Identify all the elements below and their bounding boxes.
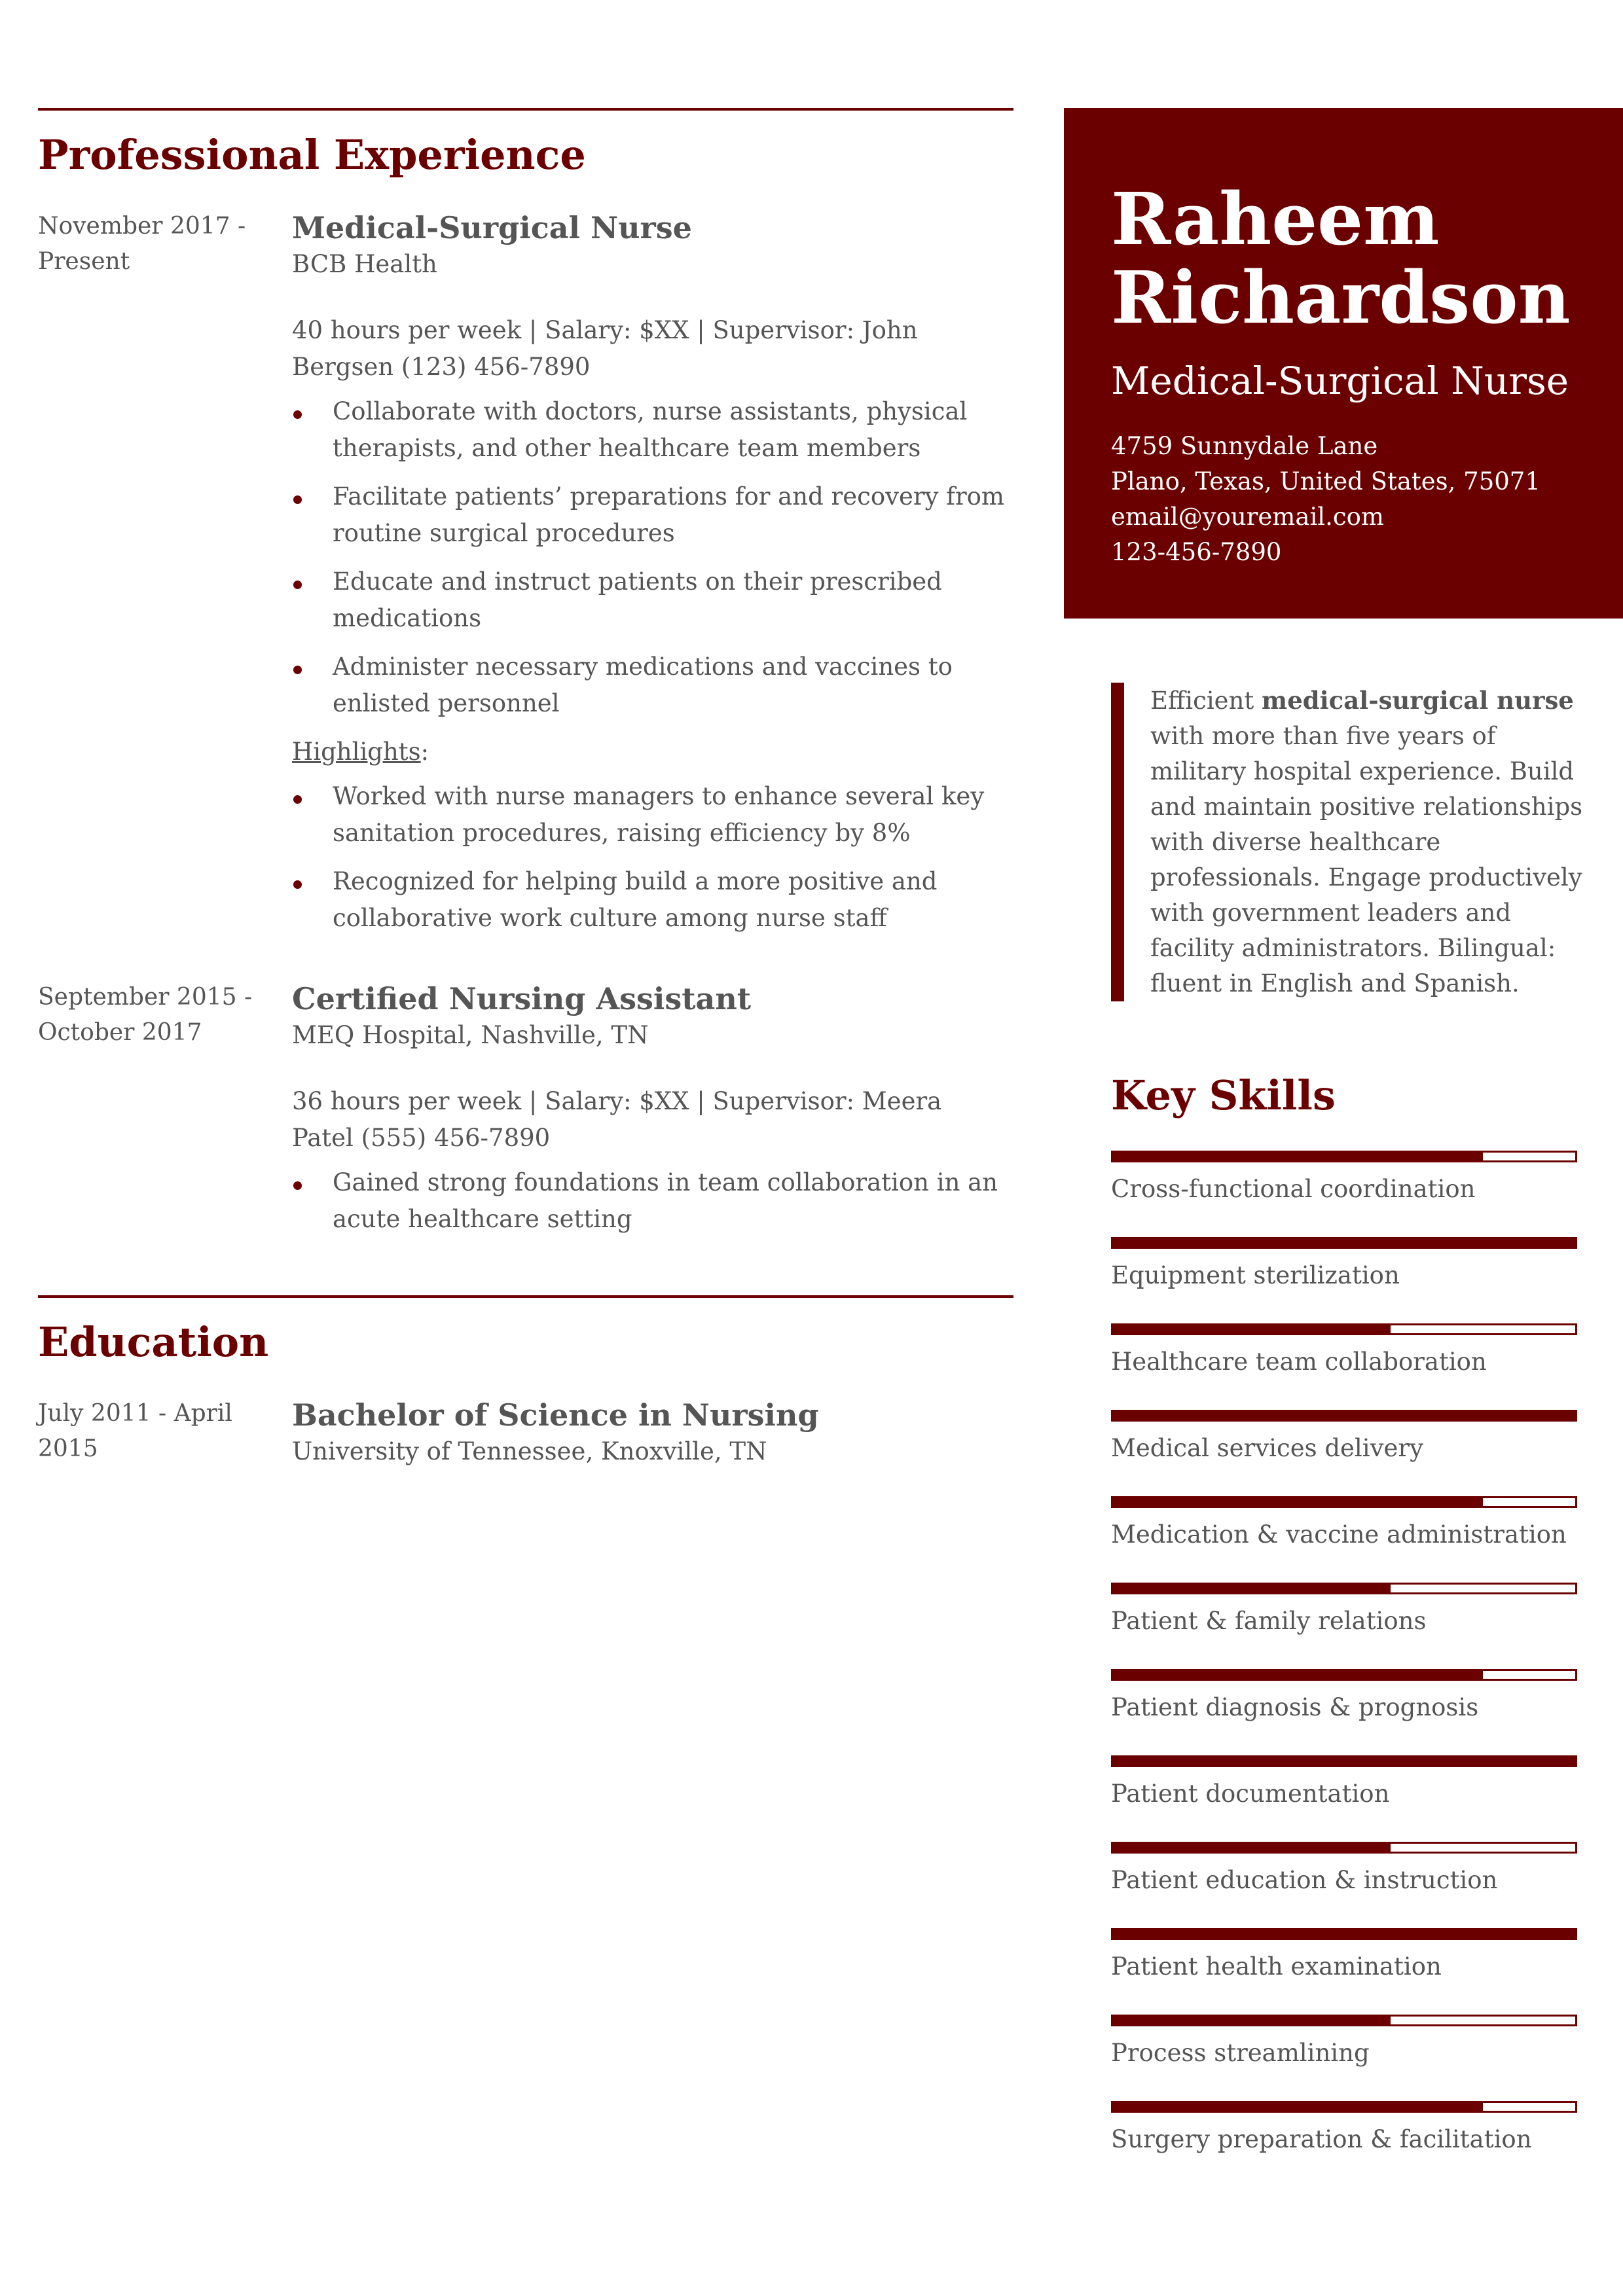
list-item: Collaborate with doctors, nurse assistants, physical therapists, and other healthcare team members xyxy=(292,393,1013,467)
skill-name: Surgery preparation & facilitation xyxy=(1111,2125,1532,2154)
skill-level-bar xyxy=(1111,2101,1577,2113)
skill-level-fill xyxy=(1113,1844,1391,1852)
list-item: Educate and instruct patients on their prescribed medications xyxy=(292,564,1013,637)
name-header xyxy=(1064,108,1623,619)
job-details: 36 hours per week | Salary: $XX | Supervisor: Meera Patel (555) 456-7890 xyxy=(292,1087,942,1153)
skill-name: Healthcare team collaboration xyxy=(1111,1348,1487,1376)
left-column xyxy=(38,108,1013,1501)
education-entry xyxy=(38,1396,1013,1469)
job-organization: BCB Health xyxy=(292,250,437,279)
skill-level-bar xyxy=(1111,1755,1577,1767)
skill-level-bar xyxy=(1111,1669,1577,1681)
highlights-label: Highlights: xyxy=(292,738,429,766)
skill-level-bar xyxy=(1111,1151,1577,1162)
list-item: Gained strong foundations in team collaboration in an acute healthcare setting xyxy=(292,1164,1013,1238)
entry-date: September 2015 - October 2017 xyxy=(38,984,253,1047)
skill-level-fill xyxy=(1113,1153,1483,1160)
skill-level-fill xyxy=(1113,1412,1575,1420)
candidate-name xyxy=(1111,177,1623,340)
skill-level-bar xyxy=(1111,1496,1577,1508)
candidate-headline: Medical-Surgical Nurse xyxy=(1111,359,1569,403)
education-divider xyxy=(38,1295,1013,1298)
degree-title: Bachelor of Science in Nursing xyxy=(292,1397,819,1433)
skill-name: Medication & vaccine administration xyxy=(1111,1520,1567,1549)
list-item: Facilitate patients’ preparations for and recovery from routine surgical procedures xyxy=(292,478,1013,552)
responsibilities-list xyxy=(292,1164,1013,1238)
email-link[interactable]: email@youremail.com xyxy=(1111,503,1384,531)
skill-level-bar xyxy=(1111,1237,1577,1249)
skill-name: Cross-functional coordination xyxy=(1111,1175,1476,1204)
job-details: 40 hours per week | Salary: $XX | Supervisor: John Bergsen (123) 456-7890 xyxy=(292,316,918,382)
skill-item xyxy=(1111,1755,1577,1842)
right-column xyxy=(1064,108,1623,2187)
skill-level-bar xyxy=(1111,1842,1577,1854)
address-city: Plano, Texas, United States, 75071 xyxy=(1111,467,1541,495)
job-organization: MEQ Hospital, Nashville, TN xyxy=(292,1021,649,1050)
list-item: Administer necessary medications and vaccines to enlisted personnel xyxy=(292,649,1013,722)
highlights-list xyxy=(292,778,1013,937)
skill-name: Patient documentation xyxy=(1111,1780,1390,1808)
skill-item xyxy=(1111,1237,1577,1323)
skill-level-bar xyxy=(1111,1583,1577,1594)
profile-summary: Efficient medical-surgical nurse with more than five years of military hospital experience. Build and maintain positive relationships with diverse healthcare professionals. Engage productively with government leaders and facility administrators. Bilingual: fluent in English and Spanish. xyxy=(1111,683,1596,1001)
skill-level-bar xyxy=(1111,1410,1577,1422)
skills-heading: Key Skills xyxy=(1111,1071,1336,1119)
skill-level-fill xyxy=(1113,2103,1483,2111)
skill-item xyxy=(1111,1669,1577,1755)
skill-name: Patient health examination xyxy=(1111,1952,1442,1981)
skill-name: Patient education & instruction xyxy=(1111,1866,1498,1895)
skill-item xyxy=(1111,1323,1577,1410)
experience-entry xyxy=(38,980,1013,1249)
skill-level-fill xyxy=(1113,1239,1575,1247)
skill-item xyxy=(1111,1842,1577,1928)
experience-divider xyxy=(38,108,1013,111)
skill-name: Patient diagnosis & prognosis xyxy=(1111,1693,1479,1722)
school-name: University of Tennessee, Knoxville, TN xyxy=(292,1437,767,1466)
education-heading: Education xyxy=(38,1318,269,1367)
skill-level-fill xyxy=(1113,1671,1483,1679)
entry-date: November 2017 - Present xyxy=(38,213,246,276)
name-first: Raheem xyxy=(1111,177,1440,261)
skill-level-fill xyxy=(1113,1498,1483,1506)
job-title: Certified Nursing Assistant xyxy=(292,981,752,1017)
skill-level-fill xyxy=(1113,1585,1391,1592)
skill-item xyxy=(1111,2015,1577,2101)
skill-name: Equipment sterilization xyxy=(1111,1261,1400,1290)
entry-date: July 2011 - April 2015 xyxy=(38,1400,232,1463)
list-item: Recognized for helping build a more positive and collaborative work culture among nurse staff xyxy=(292,863,1013,937)
skill-name: Process streamlining xyxy=(1111,2039,1370,2068)
name-last: Richardson xyxy=(1111,255,1571,340)
experience-heading: Professional Experience xyxy=(38,131,586,179)
list-item: Worked with nurse managers to enhance several key sanitation procedures, raising efficiency by 8% xyxy=(292,778,1013,852)
skill-item xyxy=(1111,2101,1577,2187)
skill-level-bar xyxy=(1111,2015,1577,2026)
skill-item xyxy=(1111,1496,1577,1583)
entry-body xyxy=(292,209,1013,948)
phone-number: 123-456-7890 xyxy=(1111,538,1282,566)
skill-level-bar xyxy=(1111,1323,1577,1335)
skill-name: Patient & family relations xyxy=(1111,1607,1427,1636)
skill-item xyxy=(1111,1151,1577,1237)
entry-body xyxy=(292,980,1013,1249)
contact-info xyxy=(1111,429,1623,570)
job-title: Medical-Surgical Nurse xyxy=(292,210,692,246)
address-street: 4759 Sunnydale Lane xyxy=(1111,432,1378,460)
skill-item xyxy=(1111,1928,1577,2015)
responsibilities-list xyxy=(292,393,1013,722)
skill-item xyxy=(1111,1410,1577,1496)
entry-body xyxy=(292,1396,1013,1469)
experience-entry xyxy=(38,209,1013,948)
skills-list xyxy=(1111,1151,1577,2187)
skill-name: Medical services delivery xyxy=(1111,1434,1423,1463)
skill-item xyxy=(1111,1583,1577,1669)
skill-level-bar xyxy=(1111,1928,1577,1940)
skill-level-fill xyxy=(1113,1325,1391,1333)
skill-level-fill xyxy=(1113,1757,1575,1765)
skill-level-fill xyxy=(1113,1930,1575,1938)
skill-level-fill xyxy=(1113,2017,1391,2024)
